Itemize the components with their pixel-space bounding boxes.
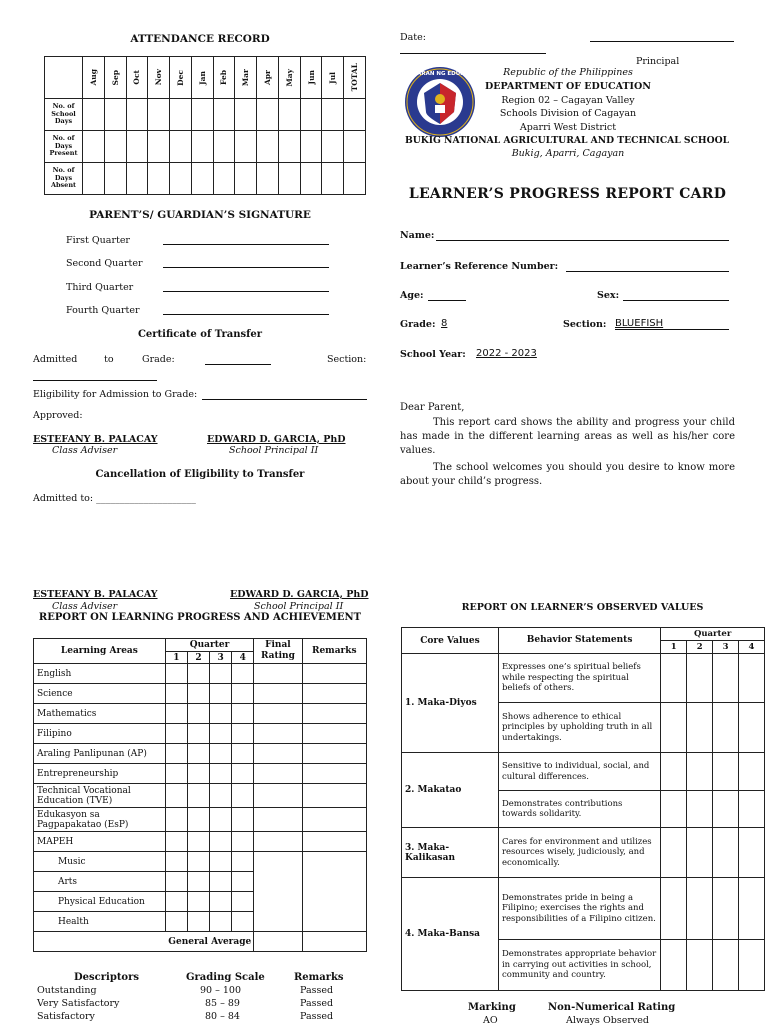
quarter-number: 4	[232, 652, 254, 664]
core-values-header: Core Values	[402, 628, 499, 654]
descriptor-scale: 85 – 89	[205, 998, 240, 1009]
behavior-statements-header: Behavior Statements	[498, 628, 660, 654]
value-row	[402, 654, 765, 703]
behavior-statement: Cares for environment and utilizes resources wisely, judiciously, and economically.	[498, 828, 660, 878]
dear-parent: Dear Parent,	[400, 402, 465, 413]
section-underline	[615, 329, 729, 330]
section-label: Section:	[327, 354, 367, 365]
principal-role: School Principal II	[229, 445, 319, 456]
values-quarter-number: 1	[661, 641, 687, 654]
quarter-label: Third Quarter	[66, 282, 134, 293]
deped-text: DEPARTMENT OF EDUCATION	[485, 81, 651, 92]
signature-line[interactable]	[163, 244, 329, 245]
values-quarter-number: 2	[687, 641, 713, 654]
values-quarter-number: 3	[713, 641, 739, 654]
adviser-role-2: Class Adviser	[52, 601, 118, 612]
attendance-title: ATTENDANCE RECORD	[130, 33, 270, 45]
grades-title: REPORT ON LEARNING PROGRESS AND ACHIEVEMENT	[38, 612, 362, 623]
month-cell: Oct	[126, 57, 148, 99]
approved-label: Approved:	[33, 410, 83, 421]
subject-row	[34, 764, 367, 784]
subject-name: Edukasyon sa Pagpapakatao (EsP)	[34, 808, 166, 832]
month-cell: Jun	[300, 57, 322, 99]
marking-code: AO	[483, 1015, 498, 1026]
marking-header: Marking	[468, 1002, 516, 1013]
descriptor-remark: Passed	[300, 985, 334, 996]
sex-field[interactable]	[623, 300, 729, 301]
descriptors-header: Descriptors	[74, 972, 139, 983]
subject-row	[34, 704, 367, 724]
mapeh-component: Arts	[34, 872, 166, 892]
principal-signature-line[interactable]	[590, 41, 734, 42]
guardian-signature-title: PARENT’S/ GUARDIAN’S SIGNATURE	[89, 209, 311, 221]
eligibility-label: Eligibility for Admission to Grade:	[33, 389, 198, 400]
learning-areas-header: Learning Areas	[34, 639, 166, 664]
attendance-row	[45, 99, 366, 131]
date-field[interactable]	[400, 53, 546, 54]
republic-text: Republic of the Philippines	[503, 67, 633, 78]
grades-table	[33, 638, 367, 952]
certificate-title: Certificate of Transfer	[137, 329, 263, 340]
month-cell: Aug	[83, 57, 105, 99]
cancellation-admitted-to[interactable]: Admitted to: _____________________	[33, 493, 196, 504]
school-name: BUKIG NATIONAL AGRICULTURAL AND TECHNICAL SCHOOL	[404, 135, 730, 146]
descriptor-scale: 90 – 100	[200, 985, 242, 996]
age-label: Age:	[400, 290, 424, 301]
section-value[interactable]: BLUEFISH	[615, 318, 664, 329]
subject-name: MAPEH	[34, 832, 166, 852]
attendance-row-label: No. of School Days	[45, 99, 83, 131]
name-field[interactable]	[436, 240, 729, 241]
month-cell: TOTAL	[344, 57, 366, 99]
signature-line[interactable]	[163, 267, 329, 268]
values-table	[401, 627, 765, 991]
core-value-name: 3. Maka-Kalikasan	[402, 828, 499, 878]
grade-label: Grade:	[142, 354, 175, 365]
descriptor-remark: Passed	[300, 1011, 334, 1022]
month-cell: Apr	[257, 57, 279, 99]
behavior-statement: Sensitive to individual, social, and cultural differences.	[498, 753, 660, 791]
cancellation-title: Cancellation of Eligibility to Transfer	[95, 469, 305, 480]
core-value-name: 2. Makatao	[402, 753, 499, 828]
quarter-header: Quarter	[165, 639, 254, 652]
signature-line[interactable]	[163, 291, 329, 292]
month-cell: Sep	[104, 57, 126, 99]
month-cell: Mar	[235, 57, 257, 99]
descriptor-name: Outstanding	[37, 985, 97, 996]
attendance-table	[44, 56, 366, 195]
mapeh-component: Music	[34, 852, 166, 872]
final-rating-header: Final Rating	[254, 639, 302, 664]
quarter-number: 1	[165, 652, 187, 664]
principal-role-2: School Principal II	[254, 601, 344, 612]
mapeh-component: Health	[34, 912, 166, 932]
descriptor-scale: 80 – 84	[205, 1011, 240, 1022]
principal-name: EDWARD D. GARCIA, PhD	[207, 434, 346, 445]
values-quarter-number: 4	[739, 641, 765, 654]
remarks-header: Remarks	[302, 639, 366, 664]
descriptor-remark: Passed	[300, 998, 334, 1009]
subject-name: Araling Panlipunan (AP)	[34, 744, 166, 764]
behavior-statement: Expresses one’s spiritual beliefs while respecting the spiritual beliefs of others.	[498, 654, 660, 703]
values-quarter-header: Quarter	[661, 628, 765, 641]
name-label: Name:	[400, 230, 435, 241]
attendance-row	[45, 131, 366, 163]
quarter-label: Fourth Quarter	[66, 305, 140, 316]
sex-label: Sex:	[597, 290, 620, 301]
district-text: Aparri West District	[519, 122, 617, 133]
subject-row	[34, 832, 367, 852]
lrn-field[interactable]	[566, 271, 729, 272]
adviser-role: Class Adviser	[52, 445, 118, 456]
svg-text:KAGAWARAN NG EDUKASYON: KAGAWARAN NG EDUKASYON	[394, 71, 486, 77]
mapeh-row	[34, 852, 367, 872]
grading-scale-header: Grading Scale	[186, 972, 265, 983]
descriptor-name: Satisfactory	[37, 1011, 95, 1022]
subject-row	[34, 808, 367, 832]
date-label: Date:	[400, 32, 426, 43]
value-row	[402, 828, 765, 878]
attendance-row-label: No. of Days Present	[45, 131, 83, 163]
eligibility-field[interactable]	[202, 399, 367, 400]
signature-line[interactable]	[163, 314, 329, 315]
behavior-statement: Demonstrates appropriate behavior in carrying out activities in school, community and country.	[498, 940, 660, 991]
subject-name: Science	[34, 684, 166, 704]
lrn-label: Learner’s Reference Number:	[400, 261, 559, 272]
quarter-label: First Quarter	[66, 235, 130, 246]
subject-name: Technical Vocational Education (TVE)	[34, 784, 166, 808]
quarter-number: 3	[210, 652, 232, 664]
subject-name: Entrepreneurship	[34, 764, 166, 784]
month-cell: Jan	[191, 57, 213, 99]
value-row	[402, 753, 765, 791]
value-row	[402, 878, 765, 940]
principal-label: Principal	[636, 56, 680, 67]
card-title: LEARNER’S PROGRESS REPORT CARD	[408, 186, 727, 202]
age-field[interactable]	[428, 300, 466, 301]
principal-name-2: EDWARD D. GARCIA, PhD	[230, 589, 369, 600]
school-year-value[interactable]: 2022 - 2023	[476, 348, 537, 359]
month-cell: May	[278, 57, 300, 99]
letter-paragraph-1: This report card shows the ability and progress your child has made in the different learning areas as well as his/her core values.	[400, 417, 735, 456]
attendance-row-label: No. of Days Absent	[45, 163, 83, 195]
subject-name: English	[34, 664, 166, 684]
subject-name: Mathematics	[34, 704, 166, 724]
section-field[interactable]	[33, 380, 157, 381]
behavior-statement: Demonstrates pride in being a Filipino; exercises the rights and responsibilities of a Filipino citizen.	[498, 878, 660, 940]
subject-row	[34, 724, 367, 744]
subject-row	[34, 684, 367, 704]
deped-seal-icon	[394, 66, 486, 138]
marking-meaning: Always Observed	[566, 1015, 649, 1026]
admitted-label: Admitted	[33, 354, 78, 365]
general-average-row	[34, 932, 367, 952]
grade-value[interactable]: 8	[441, 318, 448, 329]
adviser-name: ESTEFANY B. PALACAY	[33, 434, 158, 445]
quarter-number: 2	[187, 652, 209, 664]
month-cell: Jul	[322, 57, 344, 99]
attendance-row	[45, 163, 366, 195]
division-text: Schools Division of Cagayan	[499, 108, 637, 119]
region-text: Region 02 – Cagayan Valley	[501, 95, 635, 106]
letter-paragraph-2: The school welcomes you should you desire to know more about your child’s progress.	[400, 462, 735, 487]
non-numerical-header: Non-Numerical Rating	[548, 1002, 676, 1013]
school-address: Bukig, Aparri, Cagayan	[511, 148, 625, 159]
school-year-label: School Year:	[400, 349, 466, 360]
values-title: REPORT ON LEARNER’S OBSERVED VALUES	[461, 602, 704, 613]
month-cell: Feb	[213, 57, 235, 99]
core-value-name: 4. Maka-Bansa	[402, 878, 499, 991]
month-cell: Dec	[170, 57, 192, 99]
section-label-right: Section:	[563, 319, 607, 330]
descriptor-name: Very Satisfactory	[37, 998, 120, 1009]
attendance-corner-cell	[45, 57, 83, 99]
month-cell: Nov	[148, 57, 170, 99]
general-average-label: General Average	[34, 932, 254, 952]
subject-row	[34, 744, 367, 764]
grade-label-right: Grade:	[400, 319, 436, 330]
to-label: to	[104, 354, 114, 365]
mapeh-component: Physical Education	[34, 892, 166, 912]
behavior-statement: Shows adherence to ethical principles by upholding truth in all undertakings.	[498, 703, 660, 753]
grade-field[interactable]	[205, 364, 271, 365]
behavior-statement: Demonstrates contributions towards solidarity.	[498, 791, 660, 828]
core-value-name: 1. Maka-Diyos	[402, 654, 499, 753]
remarks-desc-header: Remarks	[294, 972, 344, 983]
subject-name: Filipino	[34, 724, 166, 744]
subject-row	[34, 664, 367, 684]
subject-row	[34, 784, 367, 808]
adviser-name-2: ESTEFANY B. PALACAY	[33, 589, 158, 600]
quarter-label: Second Quarter	[66, 258, 143, 269]
